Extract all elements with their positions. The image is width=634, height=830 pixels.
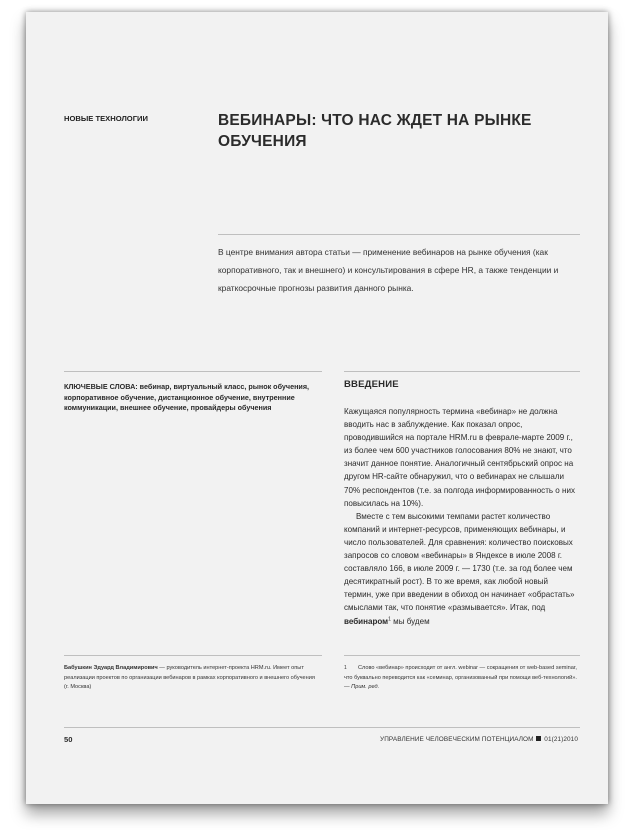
intro-heading: ВВЕДЕНИЕ xyxy=(344,379,399,390)
square-bullet-icon xyxy=(536,736,541,741)
footnote-text: Слово «вебинар» происходит от англ. webinar — сокращения от web-based seminar, что буквально переводится как «семинар, организованный при помощи веб-технологий». — xyxy=(344,665,577,690)
section-label: НОВЫЕ ТЕХНОЛОГИИ xyxy=(64,114,148,123)
page-number: 50 xyxy=(64,735,73,744)
author-info xyxy=(64,664,320,693)
author-bio: — руководитель интернет-проекта HRM.ru. Имеет опыт реализации проектов по организации вебинаров в рамках корпоративного и внешнего обучения (г. Москва) xyxy=(64,665,315,690)
intro-rule xyxy=(344,371,580,372)
footer-rule xyxy=(64,727,580,728)
footnote-number: 1 xyxy=(344,665,347,671)
footnote-rule xyxy=(344,655,580,656)
intro-paragraph-2 xyxy=(344,510,576,628)
issue-number: 01(21)2010 xyxy=(544,736,578,743)
webinar-term: вебинаром xyxy=(344,616,389,626)
journal-footer xyxy=(380,736,578,743)
editor-note: Прим. ред. xyxy=(351,684,380,690)
keywords: КЛЮЧЕВЫЕ СЛОВА: вебинар, виртуальный класс, рынок обучения, корпоративное обучение, дистанционное обучение, внутренние коммуникации, внешнее обучение, провайдеры обучения xyxy=(64,382,310,412)
author-name: Бабушкин Эдуард Владимирович xyxy=(64,665,158,671)
keywords-rule xyxy=(64,371,322,372)
footnote xyxy=(344,664,580,693)
intro-paragraph-2-text: Вместе с тем высокими темпами растет количество компаний и интернет-ресурсов, применяющих вебинары, и число пользователей. Для сравнения: количество поисковых запросов со словом «вебинары» в Яндексе в июле 2008 г. составляло 166, в июле 2009 г. — 1730 (т.е. за год более чем десятикратный рост). В то же время, как любой новый термин, уже при введении в обиход он начинает «обрастать» смыслами так, что понятие «размывается». Итак, под xyxy=(344,511,575,613)
journal-name: УПРАВЛЕНИЕ ЧЕЛОВЕЧЕСКИМ ПОТЕНЦИАЛОМ xyxy=(380,736,534,743)
intro-body xyxy=(344,405,576,628)
intro-paragraph-2-end: мы будем xyxy=(390,616,430,626)
lead-top-rule xyxy=(218,234,580,235)
article-title: ВЕБИНАРЫ: ЧТО НАС ЖДЕТ НА РЫНКЕ ОБУЧЕНИЯ xyxy=(218,112,532,150)
author-rule xyxy=(64,655,322,656)
intro-paragraph-1: Кажущаяся популярность термина «вебинар» не должна вводить нас в заблуждение. Как показал опрос, проводившийся на портале HRM.ru в феврале-марте 2009 г., из более чем 600 участников голосования 80% не знают, что значит данное понятие. Аналогичный сентябрьский опрос на другом HR-сайте обнаружил, что о вебинарах не слышали 70% респондентов (т.е. за полгода информированность о них повысилась на 10%). xyxy=(344,407,575,508)
article-lead: В центре внимания автора статьи — применение вебинаров на рынке обучения (как корпоративного, так и внешнего) и консультирования в сфере HR, а также тенденции и краткосрочные прогнозы развития данного рынка. xyxy=(218,247,559,293)
footnote-ref: 1 xyxy=(388,615,391,622)
